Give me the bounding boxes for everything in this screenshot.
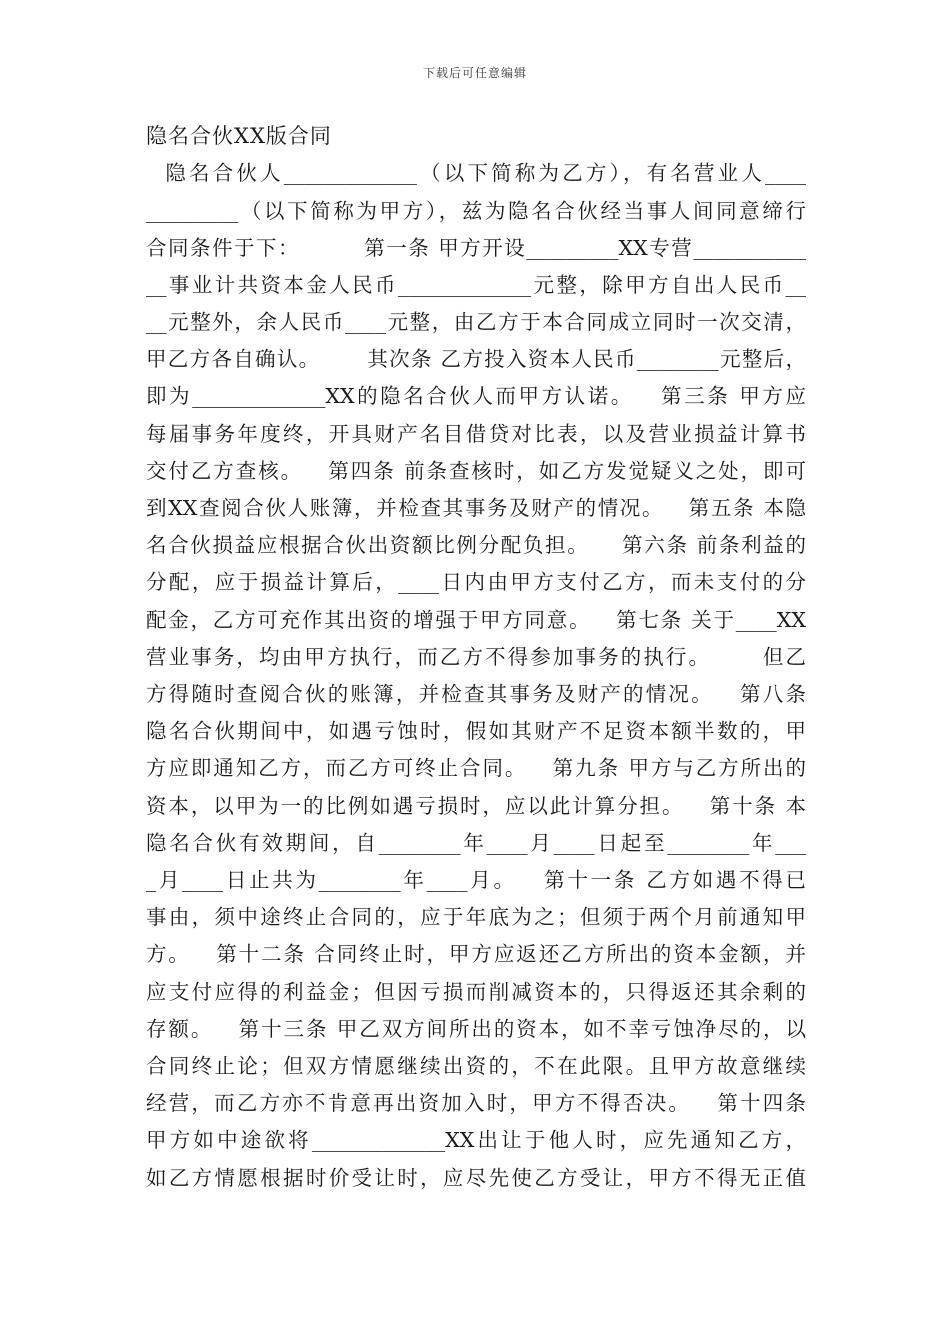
body-line: 应支付应得的利益金；但因亏损而削减资本的，只得返还其余剩的 xyxy=(146,980,806,1004)
body-line: 方。 第十二条 合同终止时，甲方应返还乙方所出的资本金额，并 xyxy=(146,942,806,966)
body-line: 合同终止论；但双方情愿继续出资的，不在此限。且甲方故意继续 xyxy=(146,1054,806,1078)
body-line: 资本，以甲为一的比例如遇亏损时，应以此计算分担。 第十条 本 xyxy=(146,794,806,818)
body-line: 名合伙损益应根据合伙出资额比例分配负担。 第六条 前条利益的 xyxy=(146,533,806,557)
body-line: 即为_____________XX的隐名合伙人而甲方认诺。 第三条 甲方应 xyxy=(146,384,806,408)
body-line: 事由，须中途终止合同的，应于年底为之；但须于两个月前通知甲 xyxy=(146,905,806,929)
body-line: 到XX查阅合伙人账簿，并检查其事务及财产的情况。 第五条 本隐 xyxy=(146,496,806,520)
body-line: 甲乙方各自确认。 其次条 乙方投入资本人民币________元整后， xyxy=(146,347,806,371)
document-title: 隐名合伙XX版合同 xyxy=(146,124,332,148)
body-line: __事业计共资本金人民币_____________元整，除甲方自出人民币__ xyxy=(146,273,806,297)
body-line: 如乙方情愿根据时价受让时，应尽先使乙方受让，甲方不得无正值 xyxy=(146,1166,806,1190)
body-line: 经营，而乙方亦不肯意再出资加入时，甲方不得否决。 第十四条 xyxy=(146,1091,806,1115)
body-line: 隐名合伙期间中，如遇亏蚀时，假如其财产不足资本额半数的，甲 xyxy=(146,719,806,743)
body-line: 配金，乙方可充作其出资的增强于甲方同意。 第七条 关于____XX xyxy=(146,608,806,632)
body-line: _________（以下简称为甲方），兹为隐名合伙经当事人间同意缔行 xyxy=(146,199,806,223)
body-line: __元整外，余人民币____元整，由乙方于本合同成立同时一次交清， xyxy=(146,310,806,334)
body-line: 方应即通知乙方，而乙方可终止合同。 第九条 甲方与乙方所出的 xyxy=(146,756,806,780)
body-line: 存额。 第十三条 甲乙双方间所出的资本，如不幸亏蚀净尽的，以 xyxy=(146,1017,806,1041)
body-line: 甲方如中途欲将_____________XX出让于他人时，应先通知乙方， xyxy=(146,1128,806,1152)
body-line: 隐名合伙人_____________（以下简称为乙方），有名营业人____ xyxy=(146,161,806,185)
body-line: 营业事务，均由甲方执行，而乙方不得参加事务的执行。 但乙 xyxy=(146,645,806,669)
body-line: 方得随时查阅合伙的账簿，并检查其事务及财产的情况。 第八条 xyxy=(146,682,806,706)
page-header-note: 下载后可任意编辑 xyxy=(422,66,527,80)
body-line: 合同条件于下： 第一条 甲方开设_________XX专营___________ xyxy=(146,236,806,260)
body-line: 分配，应于损益计算后，____日内由甲方支付乙方，而未支付的分 xyxy=(146,570,806,594)
body-line: _月____日止共为________年____月。 第十一条 乙方如遇不得已 xyxy=(146,868,806,892)
body-line: 交付乙方查核。 第四条 前条查核时，如乙方发觉疑义之处，即可 xyxy=(146,459,806,483)
body-line: 每届事务年度终，开具财产名目借贷对比表，以及营业损益计算书 xyxy=(146,422,806,446)
body-line: 隐名合伙有效期间，自________年____月____日起至________年___ xyxy=(146,831,806,855)
